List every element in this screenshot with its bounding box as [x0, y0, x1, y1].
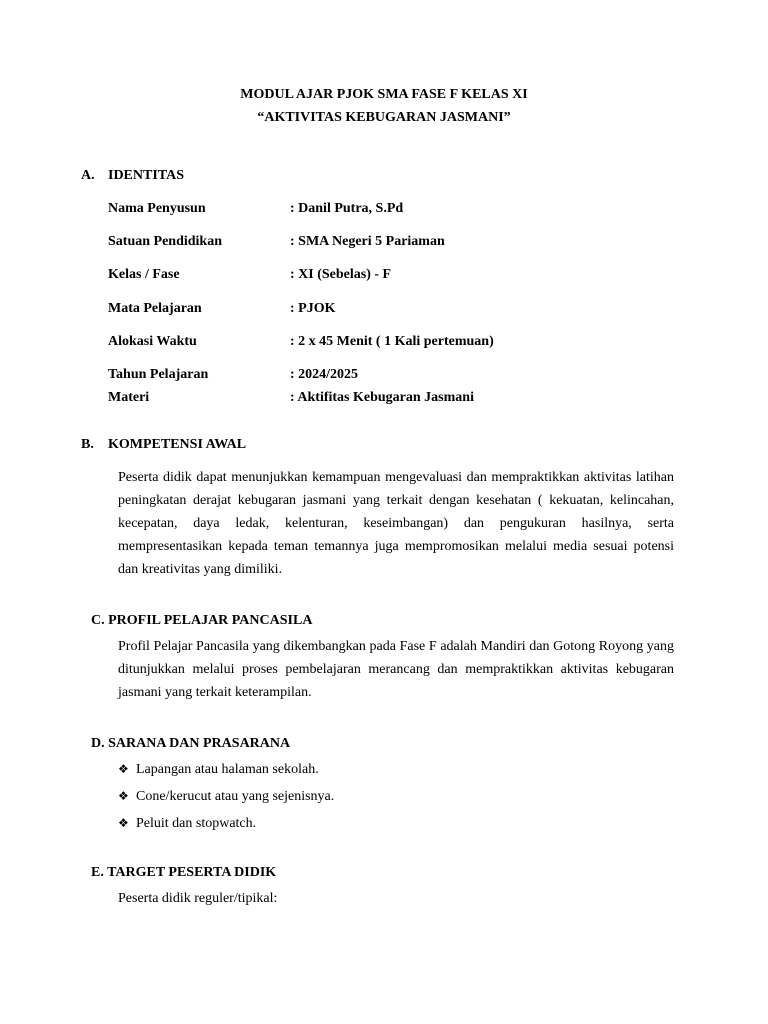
document-subtitle: “AKTIVITAS KEBUGARAN JASMANI” [257, 110, 511, 125]
section-b-letter: B. [81, 437, 94, 452]
target-text: Peserta didik reguler/tipikal: [118, 891, 278, 906]
identity-label: Alokasi Waktu [108, 334, 197, 349]
list-item-text: Lapangan atau halaman sekolah. [136, 762, 319, 777]
identity-label: Kelas / Fase [108, 267, 180, 282]
identity-label: Nama Penyusun [108, 201, 206, 216]
list-item [118, 814, 256, 833]
identity-label: Mata Pelajaran [108, 301, 202, 316]
list-item [118, 787, 334, 806]
identity-value: : XI (Sebelas) - F [290, 267, 392, 282]
section-a-letter: A. [81, 168, 95, 183]
competence-paragraph: Peserta didik dapat menunjukkan kemampuan mengevaluasi dan mempraktikkan aktivitas latihan peningkatan derajat kebugaran jasmani yang terkait dengan kesehatan ( kekuatan, kelincahan, kecepatan, daya ledak, kelenturan, keseimbangan) dan pengukuran hasilnya, serta mempresentasikan kepada teman temannya juga mempromosikan melalui media sesuai potensi dan kreativitas yang dimiliki. [118, 470, 674, 577]
list-item-text: Cone/kerucut atau yang sejenisnya. [136, 789, 335, 804]
diamond-bullet-icon: ❖ [118, 816, 129, 830]
section-a-heading: IDENTITAS [108, 168, 184, 183]
section-e-heading: E. TARGET PESERTA DIDIK [91, 865, 277, 880]
identity-label: Satuan Pendidikan [108, 234, 222, 249]
diamond-bullet-icon: ❖ [118, 762, 129, 776]
diamond-bullet-icon: ❖ [118, 789, 129, 803]
identity-label: Tahun Pelajaran [108, 367, 209, 382]
identity-value: : Danil Putra, S.Pd [290, 201, 404, 216]
identity-value: : Aktifitas Kebugaran Jasmani [290, 390, 474, 405]
list-item [118, 760, 319, 779]
identity-label: Materi [108, 390, 150, 405]
profile-paragraph: Profil Pelajar Pancasila yang dikembangkan pada Fase F adalah Mandiri dan Gotong Royong yang ditunjukkan melalui proses pembelajaran merancang dan mempraktikkan aktivitas kebugaran jasmani yang terkait keterampilan. [118, 639, 674, 700]
section-b-heading: KOMPETENSI AWAL [108, 437, 247, 452]
section-c-heading: C. PROFIL PELAJAR PANCASILA [91, 613, 313, 628]
section-d-heading: D. SARANA DAN PRASARANA [91, 736, 291, 751]
identity-value: : PJOK [290, 301, 336, 316]
list-item-text: Peluit dan stopwatch. [136, 816, 257, 831]
identity-value: : 2024/2025 [290, 367, 359, 382]
identity-value: : 2 x 45 Menit ( 1 Kali pertemuan) [290, 334, 494, 349]
document-title: MODUL AJAR PJOK SMA FASE F KELAS XI [240, 87, 528, 102]
identity-value: : SMA Negeri 5 Pariaman [290, 234, 445, 249]
